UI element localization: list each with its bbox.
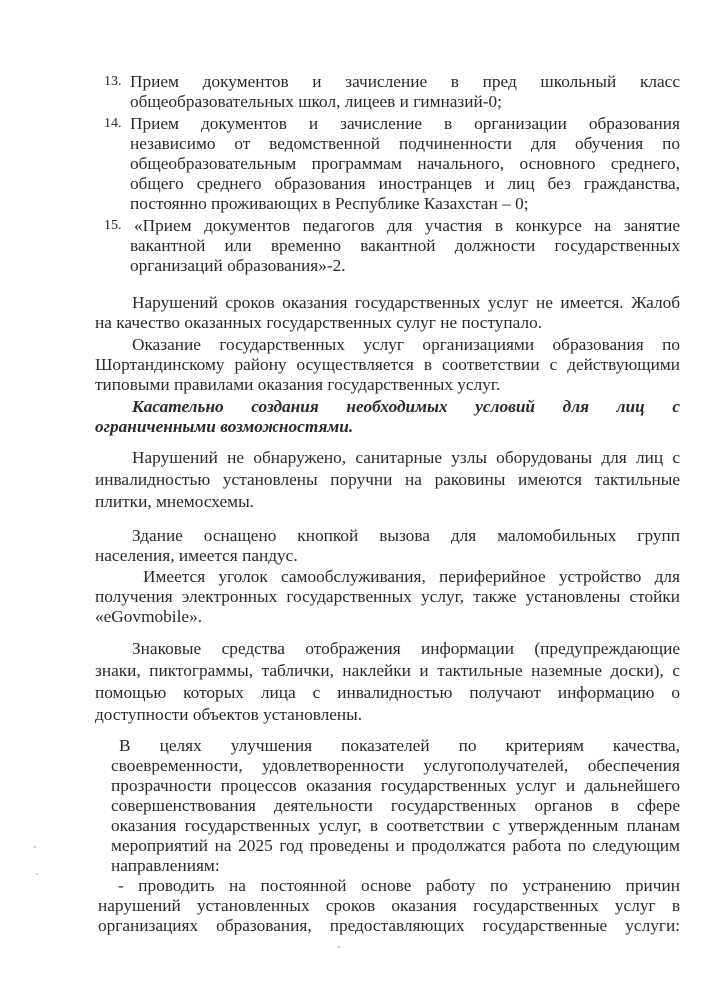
text-line: вакантной или временно вакантной должности государственных (130, 236, 680, 255)
list-number: 13. (104, 74, 122, 89)
text-line: независимо от ведомственной подчиненности для обучения по (130, 134, 680, 153)
text-line: организациях образования, предоставляющих государственные услуги: (98, 916, 680, 935)
text-line: общего среднего образования иностранцев и лиц без гражданства, (130, 174, 680, 193)
text-line: В целях улучшения показателей по критериям качества, (119, 736, 680, 755)
scan-speck (338, 946, 340, 948)
scan-speck (34, 846, 36, 848)
text-line: Оказание государственных услуг организациями образования по (132, 335, 680, 354)
text-line: совершенствования деятельности государственных органов в сфере (111, 796, 680, 815)
text-line: ограниченными возможностями. (95, 417, 354, 436)
text-line: общеобразовательных школ, лицеев и гимназий-0; (130, 92, 502, 111)
paragraph-building (95, 526, 680, 566)
text-line: организаций образования»-2. (130, 256, 346, 275)
text-line: плитки, мнемосхемы. (95, 492, 255, 511)
list-number: 14. (104, 116, 122, 131)
text-line: Шортандинскому району осуществляется в соответствии с действующими (95, 355, 680, 374)
paragraph-no-violations (95, 447, 680, 513)
text-line: своевременности, удовлетворенности услугополучателей, обеспечения (111, 756, 680, 775)
text-line: прозрачности процессов оказания государственных услуг и дальнейшего (111, 776, 680, 795)
text-line: населения, имеется пандус. (95, 546, 298, 565)
text-line: Прием документов и зачисление в пред школьный класс (130, 72, 680, 91)
list-item-13 (104, 72, 680, 112)
text-line: направлениям: (111, 856, 220, 875)
paragraph-self-service (95, 567, 680, 627)
text-line: мероприятий на 2025 год проведены и продолжатся работа по следующим (111, 836, 680, 855)
text-line: знаки, пиктограммы, таблички, наклейки и тактильные наземные доски), с (95, 661, 680, 680)
text-line: постоянно проживающих в Республике Казахстан – 0; (130, 194, 529, 213)
scan-speck (36, 873, 38, 875)
text-line: доступности объектов установлены. (95, 705, 363, 724)
text-line: общеобразовательным программам начального, основного среднего, (130, 154, 680, 173)
text-line: оказания государственных услуг, в соответствии с утвержденным планам (111, 816, 680, 835)
text-line: получения электронных государственных услуг, также установлены стойки (95, 587, 680, 606)
paragraph-provision (95, 335, 680, 395)
text-line: Нарушений сроков оказания государственных услуг не имеется. Жалоб (132, 293, 680, 312)
paragraph-measure (98, 876, 680, 936)
text-line: «Прием документов педагогов для участия в конкурсе на занятие (134, 216, 680, 235)
paragraph-violations (95, 293, 680, 333)
section-heading (95, 397, 680, 437)
text-line: Касательно создания необходимых условий для лиц с (132, 397, 680, 416)
paragraph-signage (95, 638, 680, 726)
list-item-14 (104, 114, 680, 214)
text-line: «eGovmobile». (95, 607, 203, 626)
list-number: 15. (104, 218, 122, 233)
text-line: Знаковые средства отображения информации (предупреждающие (132, 639, 680, 658)
text-line: Имеется уголок самообслуживания, периферийное устройство для (143, 567, 680, 586)
paragraph-improvement (111, 736, 680, 876)
text-line: - проводить на постоянной основе работу по устранению причин (118, 876, 680, 895)
text-line: типовыми правилами оказания государственных услуг. (95, 375, 501, 394)
list-item-15 (104, 216, 680, 276)
text-line: нарушений установленных сроков оказания государственных услуг в (98, 896, 680, 915)
text-line: Нарушений не обнаружено, санитарные узлы оборудованы для лиц с (132, 448, 680, 467)
text-line: инвалидностью установлены поручни на раковины имеются тактильные (95, 470, 680, 489)
text-line: Здание оснащено кнопкой вызова для маломобильных групп (132, 526, 680, 545)
text-line: на качество оказанных государственных сулуг не поступало. (95, 313, 543, 332)
text-line: Прием документов и зачисление в организации образования (130, 114, 680, 133)
text-line: помощью которых лица с инвалидностью получают информацию о (95, 683, 680, 702)
